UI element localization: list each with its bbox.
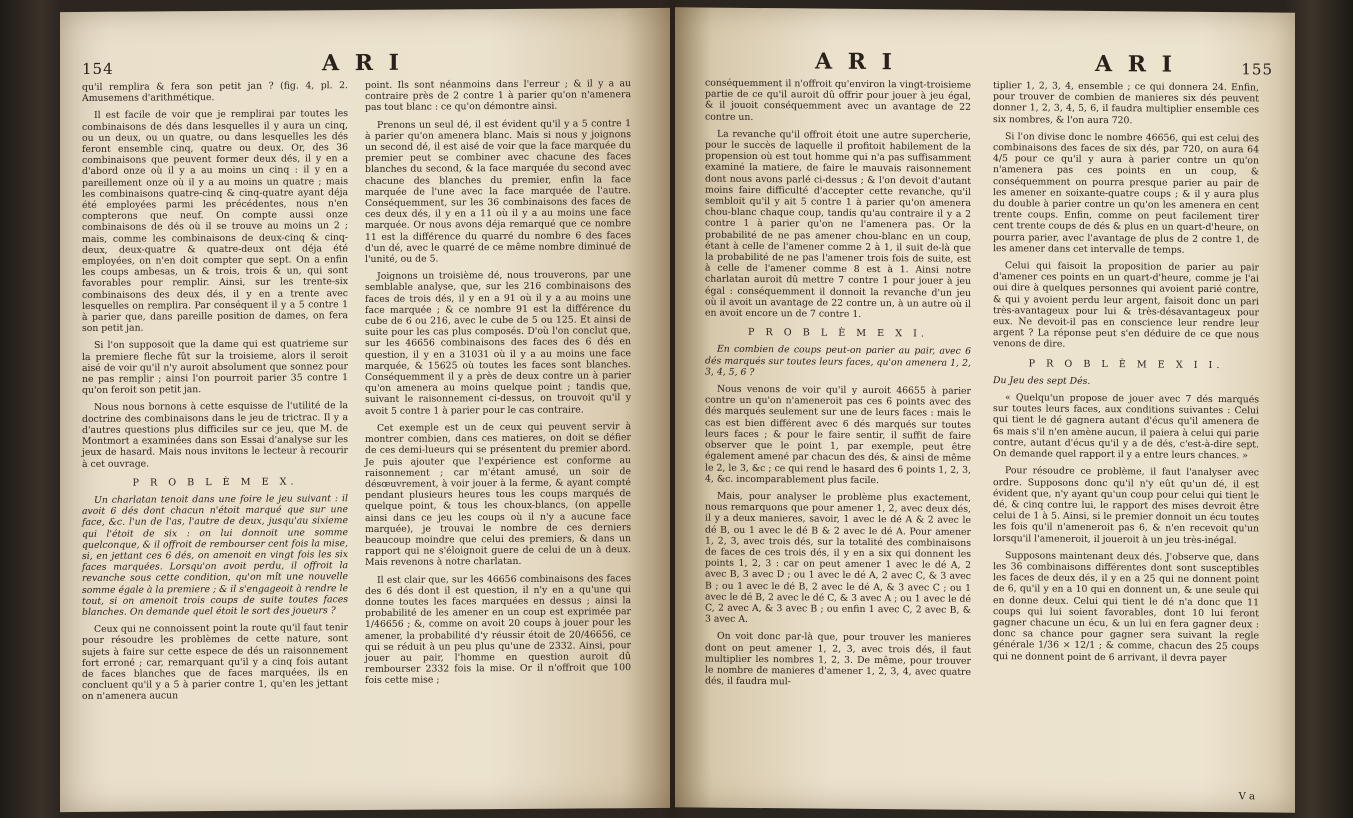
paragraph: « Quelqu'un propose de jouer avec 7 dés marqués sur toutes leurs faces, aux conditions suivantes : Celui qui tient le dé gagnera autant d'écus qu'il amenera de 6s mais s'il n'en amène aucun, il paiera à celui qui parie contre, autant d'écus qu'il y a de dés, c'est-à-dire sept. On demande quel rapport il y a entre leurs chances. »	[993, 392, 1259, 462]
paragraph: Pour résoudre ce problème, il faut l'analyser avec ordre. Supposons donc qu'il n'y eût qu'un dé, il est évident que, n'y ayant qu'un coup pour celui qui tient le dé, & cinq contre lui, le rapport des mises devroit être celui de 1 à 5. Ainsi, si le premier donnoit un écu toutes les fois qu'il n'ameneroit pas 6, & n'en recevoit qu'un lorsqu'il l'ameneroit, il joueroit à un jeu très-inégal.	[993, 465, 1259, 546]
paragraph: conséquemment il n'offroit qu'environ la vingt-troisieme partie de ce qu'il auroit dû offrir pour jouer à jeu égal, & il jouoit conséquemment avec un avantage de 22 contre un.	[705, 77, 971, 123]
catchword: V a	[1238, 791, 1255, 803]
problem-heading: P R O B L È M E X I I.	[1028, 358, 1224, 371]
paragraph: On voit donc par-là que, pour trouver les manieres dont on peut amener 1, 2, 3, avec trois dés, il faut multiplier les nombres 1, 2, 3. De même, pour trouver le nombre de manieres d'amener 1, 2, 3, 4, avec quatre dés, il faudra mul-	[705, 631, 971, 688]
problem-statement: Du Jeu des sept Dés.	[993, 374, 1091, 387]
paragraph: Supposons maintenant deux dés. J'observe que, dans les 36 combinaisons différentes dont sont susceptibles les faces de deux dés, il y en a 25 qui ne donnent point de 6, qu'il y en a 10 qui en donnent un, & une seule qui en donne deux. Celui qui tient le dé n'a donc que 11 coups qui lui soient favorables, dont 10 lui feront gagner chacune un écu, & un lui en fera gagner deux : donc sa chance pour gagner sera suivant la regle générale 1/36 × 12/1 ; & comme, chacun des 25 coups qui ne donnent point de 6 arrivant, il devra payer	[993, 549, 1259, 664]
problem-statement: Un charlatan tenoit dans une foire le jeu suivant : il avoit 6 dés dont chacun n'étoit marqué que sur une face, &c. l'un de l'as, l'autre de deux, jusqu'au sixieme qui l'étoit de six : on lui donnoit une somme quelconque, & il offroit de rembourser cent fois la mise, si, en jettant ces 6 dés, on amenoit en vingt fois les six faces marquées. Lorsqu'on avoit perdu, il offroit la revanche sous cette condition, qu'on mît une nouvelle somme égale à la premiere ; & il s'engageoit à rendre le tout, si on amenoit trois coups de suite toutes faces blanches. On demande quel étoit le sort des joueurs ?	[82, 493, 348, 618]
paragraph: Celui qui faisoit la proposition de parier au pair d'amener ces points en un quart-d'heure, comme je l'ai oui dire à quelques personnes qui avoient parié contre, & qui y avoient perdu leur argent, faisoit donc un pari très-avantageux pour lui & très-désavantageux pour eux. Ne devoit-il pas en conscience leur rendre leur argent ? La réponse peut s'en déduire de ce que nous venons de dire.	[993, 260, 1259, 351]
paragraph: Joignons un troisième dé, nous trouverons, par une semblable analyse, que, sur les 216 combinaisons des faces de trois dés, il y en a 91 où il y a au moins une face marquée ; & ce nombre 91 est la différence du cube de 6 ou 216, avec le cube de 5 ou 125. Et ainsi de suite pour les cas plus composés. D'où l'on conclut que, sur les 46656 combinaisons des faces des 6 dés en question, il y en a 31031 où il y a au moins une face marquée, & 15625 où toutes les faces sont blanches. Conséquemment il y a près de deux contre un à parier qu'on amenera au moins quelque point ; tandis que, suivant le raisonnement ci-dessus, on trouvoit qu'il y avoit 5 contre 1 à parier pour le cas contraire.	[365, 269, 631, 417]
problem-heading: P R O B L È M E X I.	[748, 327, 928, 340]
right-page-number: 155	[1241, 60, 1273, 79]
left-page-number: 154	[82, 59, 114, 78]
right-column-1	[705, 78, 971, 696]
paragraph: tiplier 1, 2, 3, 4, ensemble ; ce qui donnera 24. Enfin, pour trouver de combien de manieres six dés peuvent donner 1, 2, 3, 4, 5, 6, il faudra multiplier ensemble ces six nombres, & l'on aura 720.	[993, 80, 1259, 126]
right-running-head-right: A R I	[1095, 50, 1176, 78]
paragraph: Mais, pour analyser le problème plus exactement, nous remarquons que pour amener 1, 2, avec deux dés, il y a deux manieres, savoir, 1 avec le dé A & 2 avec le dé B, ou 1 avec le dé B & 2 avec le dé A. Pour amener 1, 2, 3, avec trois dés, sur la totalité des combinaisons de faces de ces trois dés, il y en a six qui donnent les points 1, 2, 3 : car on peut amener 1 avec le dé A, 2 avec B, 3 avec D ; ou 1 avec le dé A, 2 avec C, & 3 avec B ; ou 1 avec le dé B, 2 avec le dé A, & 3 avec C ; ou 1 avec le dé B, 2 avec le dé C, & 3 avec A ; ou 1 avec le dé C, 2 avec A, & 3 avec B ; ou enfin 1 avec C, 2 avec B, & 3 avec A.	[705, 490, 971, 626]
right-page	[675, 7, 1295, 812]
left-page-header	[60, 48, 670, 82]
paragraph: Il est facile de voir que je remplirai par toutes les combinaisons de dés dans lesquelles il y aura un cinq, ou un deux, ou un quatre, ou dans lesquelles les dés feront ensemble cinq, quatre ou deux. Or, des 36 combinaisons que peuvent former deux dés, il y en a d'abord onze où il y a au moins un cinq : il y en a pareillement onze où il y a au moins un quatre ; mais les combinaisons quatre-cinq & cinq-quatre ayant déja été employées parmi les précédentes, nous n'en compterons que neuf. On compte aussi onze combinaisons de dés où il se trouve au moins un 2 ; mais, comme les combinaisons de deux-cinq & cinq-deux, deux-quatre & quatre-deux ont déja été employées, on n'en doit compter que sept. On a enfin les coups ambesas, un & trois, trois & un, qui sont favorables pour remplir. Ainsi, sur les trente-six combinaisons des deux dés, il y en a trente avec lesquelles on remplira. Par conséquent il y a 5 contre 1 à parier que, dans pareille position de dames, on fera son petit jan.	[82, 108, 348, 335]
right-column-2	[993, 80, 1259, 670]
left-column-1	[82, 80, 348, 708]
paragraph: Nous venons de voir qu'il y auroit 46655 à parier contre un qu'on n'ameneroit pas ces 6 points avec des dés marqués seulement sur une de leurs faces : mais le cas est bien différent avec 6 dés marqués sur toutes leurs faces ; & pour le faire sentir, il suffit de faire observer que le point 1, par exemple, peut être également amené par chacun des dés, & ainsi de même le 2, le 3, &c ; ce qui rend le hasard des 6 points 1, 2, 3, 4, &c. incomparablement plus facile.	[705, 383, 971, 486]
paragraph: point. Ils sont néanmoins dans l'erreur ; & il y a au contraire près de 2 contre 1 à parier qu'on n'amenera pas tout blanc : ce qu'on démontre ainsi.	[365, 78, 631, 114]
paragraph: Cet exemple est un de ceux qui peuvent servir à montrer combien, dans ces matieres, on doit se défier de ces demi-lueurs qui se présentent du premier abord. Je puis ajouter que l'expérience est conforme au raisonnement ; car m'étant amusé, un soir de désœuvrement, à voir jouer à la ferme, & ayant compté pendant plusieurs heures tous les coups marqués de quelque point, & tous les choux-blancs, (on appelle ainsi dans ce jeu les coups où il n'y a aucune face marquée), je trouvai le nombre de ces derniers beaucoup moindre que celui des premiers, & dans un rapport qui ne s'éloignoit guere de celui de un à deux. Mais revenons à notre charlatan.	[365, 421, 631, 569]
left-column-2	[365, 78, 631, 692]
paragraph: Si l'on supposoit que la dame qui est quatrieme sur la premiere fleche fût sur la troisieme, alors il seroit aisé de voir qu'il n'y auroit absolument que sonnez pour ne pas remplir ; ainsi l'on pourroit parier 35 contre 1 qu'on feroit son petit jan.	[82, 338, 348, 397]
left-running-head: A R I	[322, 49, 403, 77]
left-page	[60, 8, 670, 812]
paragraph: Il est clair que, sur les 46656 combinaisons des faces des 6 dés dont il est question, il n'y en a qu'une qui donne toutes les faces marquées en dessus ; ainsi la probabilité de les amener en un coup est exprimée par 1/46656 ; &, comme on avoit 20 coups à jouer pour les amener, la probabilité d'y réussir étoit de 20/46656, ce qui se réduit à un peu plus qu'une de 2332. Ainsi, pour jouer au pair, l'homme en question auroit dû rembourser 2332 fois la mise. Or il n'offroit que 100 fois cette mise ;	[365, 572, 631, 687]
paragraph: Si l'on divise donc le nombre 46656, qui est celui des combinaisons des faces de six dés, par 720, on aura 64 4/5 pour ce qu'il y aura à parier contre un qu'on n'amenera pas ces points en un coup, & conséquemment on pourra presque parier au pair de les amener en soixante-quatre coups ; & il y aura plus du double à parier contre un qu'on les amenera en cent trente coups. Enfin, comme on peut facilement tirer cent trente coups de dés & plus en un quart-d'heure, on pourra parier, avec l'avantage de plus de 2 contre 1, de les amener dans cet intervalle de temps.	[993, 130, 1259, 256]
right-running-head-left: A R I	[815, 48, 896, 76]
paragraph: Ceux qui ne connoissent point la route qu'il faut tenir pour résoudre les problèmes de cette nature, sont sujets à faire sur cette espece de dés un raisonnement fort erroné ; car, remarquant qu'il y a cinq fois autant de faces blanches que de faces marquées, ils en concluent qu'il y a 5 à parier contre 1, qu'en les jettant on n'amenera aucun	[82, 622, 348, 703]
paragraph: qu'il remplira & fera son petit jan ? (fig. 4, pl. 2. Amusemens d'arithmétique.	[82, 80, 348, 105]
problem-statement: En combien de coups peut-on parier au pair, avec 6 dés marqués sur toutes leurs faces, qu'on amenera 1, 2, 3, 4, 5, 6 ?	[705, 344, 971, 378]
paragraph: La revanche qu'il offroit étoit une autre supercherie, pour le succès de laquelle il profitoit habilement de la propension où est tout homme qui n'a pas suffisamment examiné la matiere, de faire le mauvais raisonnement dont nous avons parlé ci-dessus ; & l'on devoit d'autant moins faire difficulté d'accepter cette revanche, qu'il sembloit qu'il y ait 5 contre 1 à parier qu'on amenera chou-blanc chaque coup, tandis qu'au contraire il y a 2 contre 1 à parier qu'on ne l'amenera pas. Or la probabilité de ne pas amener chou-blanc en un coup, étant à celle de l'amener comme 2 à 1, il suit de-là que la probabilité de ne pas l'amener trois fois de suite, est à celle de l'amener comme 8 est à 1. Ainsi notre charlatan auroit dû mettre 7 contre 1 pour jouer à jeu égal : conséquemment il donnoit la revanche d'un jeu où il avoit un avantage de 22 contre un, à un autre où il en avoit encore un de 7 contre 1.	[705, 128, 971, 320]
paragraph: Nous nous bornons à cette esquisse de l'utilité de la doctrine des combinaisons dans le jeu de trictrac. Il y a d'autres questions plus difficiles sur ce jeu, que M. de Montmort a examinées dans son Essai d'analyse sur les jeux de hasard. Mais nous invitons le lecteur à recourir à cet ouvrage.	[82, 400, 348, 470]
paragraph: Prenons un seul dé, il est évident qu'il y a 5 contre 1 à parier qu'on amenera blanc. Mais si nous y joignons un second dé, il est aisé de voir que la face marquée du premier peut se combiner avec chacune des faces blanches du second, & la face marquée du second avec chacune des blanches du premier, enfin la face marquée de l'une avec la face marquée de l'autre. Conséquemment, sur les 36 combinaisons des faces de ces deux dés, il y en a 11 où il y a au moins une face marquée. Or nous avons déja remarqué que ce nombre 11 est la différence du quarré du nombre 6 des faces d'un dé, avec le quarré de ce même nombre diminué de l'unité, ou de 5.	[365, 117, 631, 266]
problem-heading: P R O B L È M E X.	[132, 476, 298, 489]
